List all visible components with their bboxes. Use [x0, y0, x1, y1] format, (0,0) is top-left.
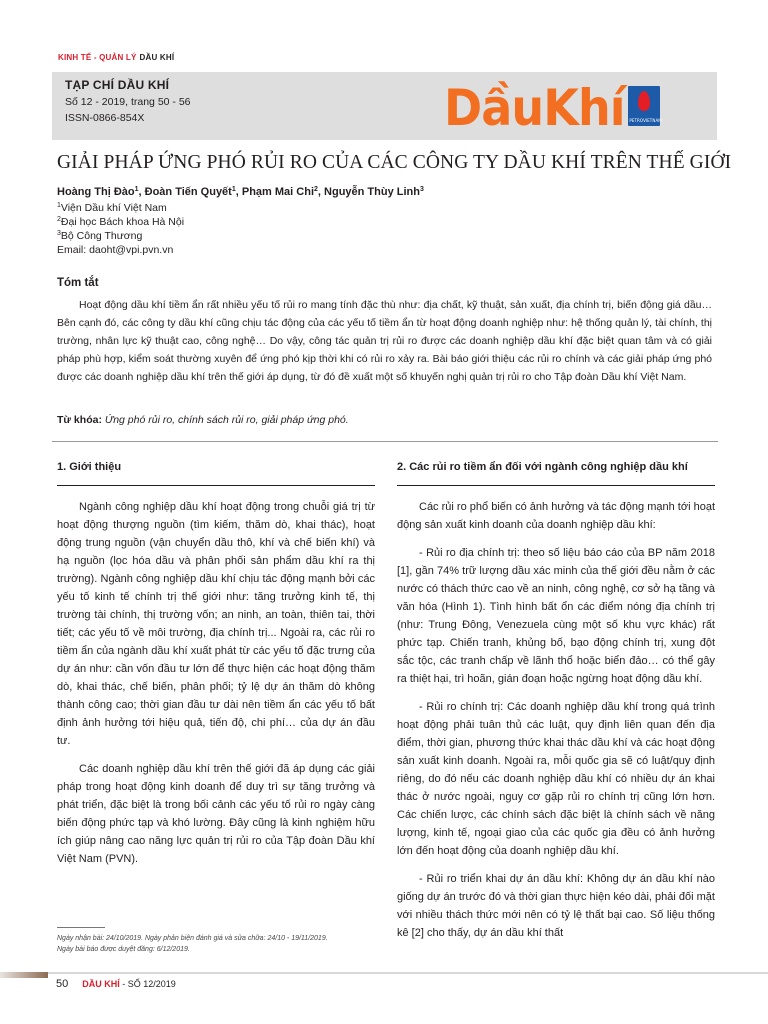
left-column	[57, 459, 375, 878]
keywords	[57, 414, 712, 426]
logo-text: DầuKhí	[444, 79, 625, 137]
heading-underline	[57, 485, 375, 486]
footer-accent-bar	[0, 972, 48, 978]
submission-date-line: Ngày bài báo được duyệt đăng: 6/12/2019.	[57, 946, 190, 953]
dau-khi-logo	[444, 79, 662, 137]
running-header-journal: DẦU KHÍ	[139, 53, 175, 62]
submission-date-line: Ngày nhận bài: 24/10/2019. Ngày phản biện đánh giá và sửa chữa: 24/10 - 19/11/2019.	[57, 935, 328, 942]
author-list	[57, 186, 424, 198]
running-header	[58, 53, 174, 62]
keywords-text: Ứng phó rủi ro, chính sách rủi ro, giải pháp ứng phó.	[104, 414, 349, 426]
submission-dates	[57, 933, 377, 955]
paragraph: Các doanh nghiệp dầu khí trên thế giới đã áp dụng các giải pháp trong hoạt động kinh doanh để duy trì sự tăng trưởng và phát triển, đặc biệt là trong bối cảnh các yếu tố rủi ro ngày càng biến động phức tạp và khó lường. Đây cũng là kinh nghiệm hữu ích giúp nâng cao năng lực quản trị rủi ro của Tập đoàn Dầu khí Việt Nam (PVN).	[57, 763, 375, 865]
affiliation: $^2$Đại học Bách khoa Hà Nội	[57, 216, 185, 228]
author: Phạm Mai Chi$^2$,	[241, 186, 325, 198]
author: Hoàng Thị Đào$^1$,	[57, 186, 145, 198]
footer-brand: DẦU KHÍ	[82, 979, 120, 989]
right-column	[397, 459, 715, 952]
paragraph: Các rủi ro phổ biến có ảnh hưởng và tác động mạnh tới hoạt động sản xuất kinh doanh của doanh nghiệp dầu khí:	[397, 501, 715, 531]
page-number: 50	[56, 978, 69, 990]
paragraph: Ngành công nghiệp dầu khí hoạt động trong chuỗi giá trị từ hoạt động thượng nguồn (tìm kiếm, thăm dò, khai thác), hoạt động trung nguồn (vận chuyển dầu thô, khí và chế biến khí) và hạ nguồn (lọc hóa dầu và phân phối sản phẩm dầu khí ra thị trường). Ngành công nghiệp dầu khí chịu tác động mạnh bởi các yếu tố kinh tế chính trị thế giới như: tăng trưởng kinh tế, thị trường tài chính, thị trường vốn; an ninh, an toàn, thiên tai, thời tiết; các yếu tố về môi trường, địa chính trị... Ngoài ra, các rủi ro tiềm ẩn của ngành dầu khí xuất phát từ các yếu tố đặc trưng của dự án như: cần vốn đầu tư lớn để thực hiện các hoạt động thăm dò, khai thác, chế biến, phân phối; tỷ lệ dự án thăm dò không thành công cao; thời gian đầu tư dài nên tiềm ẩn các yếu tố bất định ảnh hưởng tới hiệu quả, tiến độ, chi phí… của dự án đầu tư.	[57, 501, 375, 747]
journal-issue: Số 12 - 2019, trang 50 - 56	[65, 96, 191, 108]
section-heading-introduction: 1. Giới thiệu	[57, 461, 122, 473]
section-heading-risks: 2. Các rủi ro tiềm ẩn đối với ngành công nghiệp dầu khí	[397, 461, 688, 473]
paragraph: - Rủi ro địa chính trị: theo số liệu báo cáo của BP năm 2018 [1], gần 74% trữ lượng dầu xác minh của thế giới đều nằm ở các nước có thách thức cao về an ninh, công nghệ, cơ sở hạ tầng và văn hóa (Hình 1). Tình hình bất ổn các điểm nóng địa chính trị (như: Trung Đông, Venezuela cùng một số khu vực khác) rất phức tạp. Chiến tranh, khủng bố, bạo động chính trị, xung đột sắc tộc, các tranh chấp về lãnh thổ hoặc biển đảo… có thể gây ra thiệt hại, trì hoãn, gián đoạn hoặc ngừng hoạt động dầu khí.	[397, 547, 715, 685]
author: Nguyễn Thùy Linh$^3$	[324, 186, 424, 198]
journal-issn: ISSN-0866-854X	[65, 112, 145, 124]
affiliation: $^1$Viện Dầu khí Việt Nam	[57, 202, 167, 214]
petrovietnam-flame-icon	[628, 86, 660, 126]
heading-underline	[397, 485, 715, 486]
abstract-heading: Tóm tắt	[57, 277, 99, 289]
notes-divider	[57, 927, 105, 928]
logo-mark-caption: PETROVIETNAM	[629, 118, 662, 123]
article-title: GIẢI PHÁP ỨNG PHÓ RỦI RO CỦA CÁC CÔNG TY DẦU KHÍ TRÊN THẾ GIỚI	[57, 152, 732, 173]
author: Đoàn Tiến Quyết$^1$,	[144, 186, 242, 198]
abstract-text: Hoạt động dầu khí tiềm ẩn rất nhiều yếu tố rủi ro mang tính đặc thù như: địa chất, kỹ thuật, sản xuất, địa chính trị, biến động giá dầu… Bên cạnh đó, các công ty dầu khí cũng chịu tác động của các yếu tố tiềm ẩn từ hoạt động doanh nghiệp như: hệ thống quản lý, tài chính, thị trường, nhân lực kỹ thuật cao, công nghệ… Do vậy, công tác quản trị rủi ro được các doanh nghiệp dầu khí đặc biệt quan tâm và có giải pháp phù hợp, kiểm soát thường xuyên để ứng phó kịp thời khi có rủi ro xảy ra. Bài báo giới thiệu các rủi ro chính và các giải pháp ứng phó được các doanh nghiệp dầu khí trên thế giới áp dụng, từ đó đề xuất một số khuyến nghị quản trị rủi ro cho Tập đoàn Dầu khí Việt Nam.	[57, 299, 712, 383]
section-divider	[52, 441, 718, 442]
keywords-label: Từ khóa:	[57, 414, 102, 426]
paragraph: - Rủi ro triển khai dự án dầu khí: Không dự án dầu khí nào giống dự án trước đó và thời gian thực hiện kéo dài, phải đối mặt với nhiều thách thức mới nên có tỷ lệ thất bại cao. Số liệu thống kê [2] cho thấy, dự án dầu khí thất	[397, 873, 715, 939]
affiliation: $^3$Bộ Công Thương	[57, 230, 143, 242]
page-footer	[56, 978, 176, 990]
running-header-section: KINH TẾ - QUẢN LÝ	[58, 53, 137, 62]
footer-rule	[0, 972, 768, 974]
paragraph: - Rủi ro chính trị: Các doanh nghiệp dầu khí trong quá trình hoạt động phải tuân thủ các luật, quy định liên quan đến địa điểm, thời gian, phương thức khai thác dầu khí và các hoạt động sản xuất kinh doanh. Ngoài ra, mỗi quốc gia sẽ có luật/quy định riêng, do đó nếu các doanh nghiệp dầu khí có nhiều dự án khai thác ở nước ngoài, nguy cơ gặp rủi ro chính trị cũng lớn hơn. Các chiến lược, các chính sách đặc biệt là chính sách về năng lượng, kinh tế, ngoại giao của các quốc gia đều có ảnh hưởng lớn đến hoạt động của doanh nghiệp dầu khí.	[397, 701, 715, 857]
footer-issue: - SỐ 12/2019	[119, 979, 176, 989]
author-email: Email: daoht@vpi.pvn.vn	[57, 244, 174, 256]
journal-name: TẠP CHÍ DẦU KHÍ	[65, 78, 170, 92]
